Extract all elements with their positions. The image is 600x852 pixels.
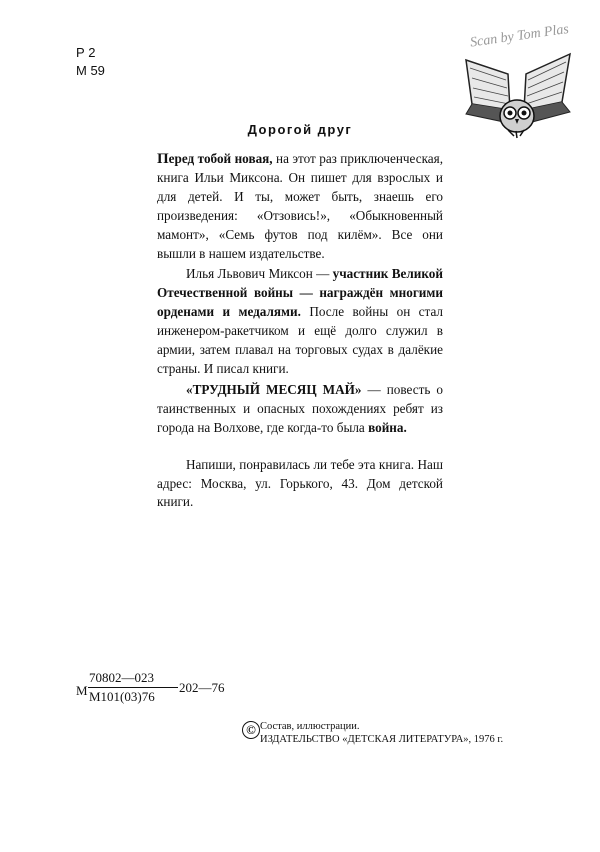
copyright-symbol: © (242, 721, 260, 739)
bib-fraction (88, 670, 178, 705)
bib-letter: М (76, 683, 88, 698)
classification-line-1: Р 2 (76, 45, 96, 60)
copyright-line-2: ИЗДАТЕЛЬСТВО «ДЕТСКАЯ ЛИТЕРАТУРА», 1976 г. (260, 734, 504, 745)
bib-denominator: М101(03)76 (89, 689, 155, 704)
bib-numerator: 70802—023 (88, 670, 178, 688)
foreword-text (157, 150, 443, 512)
paragraph-intro (157, 150, 443, 263)
page-heading: Дорогой друг (247, 122, 353, 137)
classification-index (76, 44, 105, 80)
bib-code: 202—76 (179, 680, 225, 695)
paragraph-author-bold: участник Великой Отечественной войны — награждён многими орденами и медалями. (157, 266, 443, 320)
paragraph-intro-bold: Перед тобой новая, (157, 151, 273, 167)
logo-text: Scan by Tom Plas (469, 21, 570, 51)
paragraph-author-rest: После войны он стал инженером-ракетчиком и ещё долго служил в армии, затем плавал на торговых судах в далёкие страны. И писал книги. (157, 304, 444, 376)
paragraph-author-start: Илья Львович Миксон — (186, 266, 333, 282)
paragraph-address: Напиши, понравилась ли тебе эта книга. Наш адрес: Москва, ул. Горького, 43. Дом детской книги. (157, 456, 443, 510)
copyright-block (242, 720, 572, 746)
paragraph-book-end: война. (368, 419, 407, 435)
paragraph-book-title: «ТРУДНЫЙ МЕСЯЦ МАЙ» (186, 381, 362, 397)
copyright-line-1: Состав, иллюстрации. (260, 721, 360, 732)
paragraph-intro-rest: на этот раз приключенческая, книга Ильи Миксона. Он пишет для взрослых и для детей. И ты, может быть, знаешь его произведения: «Отзовись!», «Обыкновенный мамонт», «Семь футов под килём». Все они вышли в нашем издательстве. (157, 151, 443, 261)
paragraph-book-rest: — повесть о таинственных и опасных похождениях ребят из города на Волхове, где когда-то была (157, 381, 443, 435)
classification-line-2: М 59 (76, 63, 105, 78)
paragraph-author (157, 265, 443, 378)
paragraph-book (157, 381, 443, 438)
